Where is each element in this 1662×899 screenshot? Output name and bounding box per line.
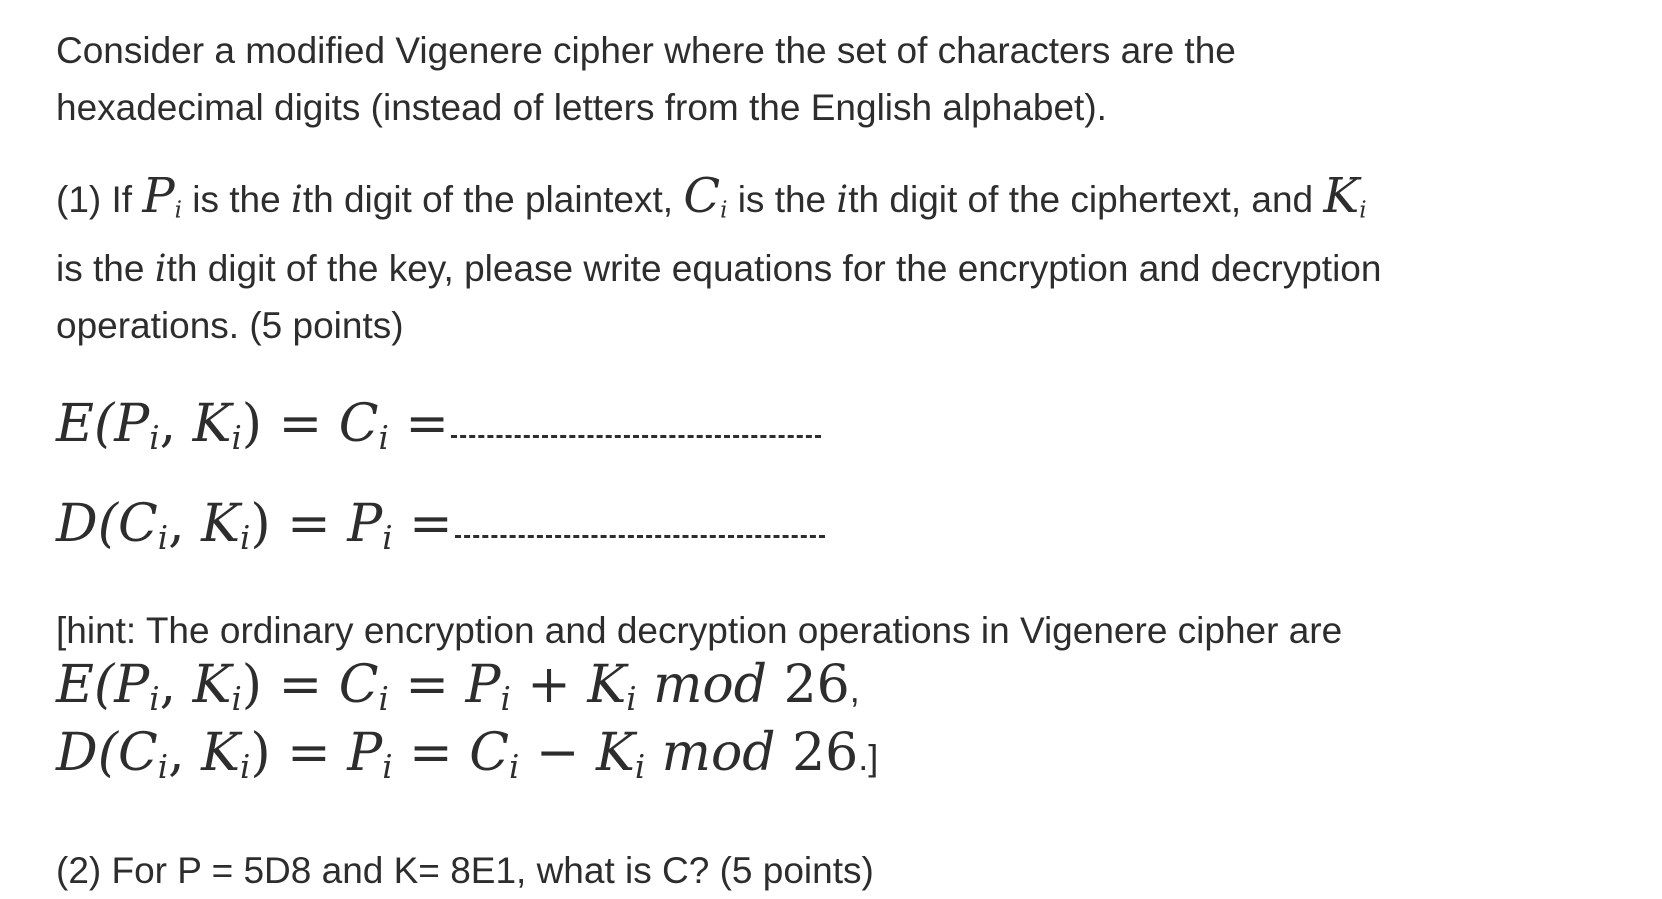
ith-i: i (836, 178, 849, 221)
hint-decryption-equation: $D(C_i$, $K_i) = P_i = C_i - K_i$ mod 26.] (56, 722, 879, 786)
encryption-equation: $E(P_i$, $K_i) = C_i$ = (56, 374, 1616, 474)
q1-text-c: is the (727, 179, 837, 220)
q1-line2-b: th digit of the key, please write equations for the encryption and decryption (166, 247, 1382, 289)
intro-paragraph (56, 22, 1616, 136)
q1-text-a: is the (181, 179, 291, 220)
decryption-equation: $D(C_i$, $K_i) = P_i$ = (56, 474, 1616, 574)
sub-i: i (720, 197, 728, 224)
question-1 (56, 168, 1616, 354)
hint-text: [hint: The ordinary encryption and decryption operations in Vigenere cipher are (56, 609, 1343, 651)
q1-text-b: th digit of the plaintext, (302, 179, 684, 220)
ith-i: i (290, 178, 303, 221)
q1-text-d: th digit of the ciphertext, and (848, 179, 1324, 220)
var-k: K (1323, 168, 1360, 224)
q1-line3: operations. (5 points) (56, 304, 404, 346)
var-p: P (142, 168, 175, 224)
sub-i: i (1359, 197, 1367, 224)
ith-i: i (154, 246, 167, 290)
q1-line2-a: is the (56, 247, 155, 289)
sub-i: i (174, 197, 182, 224)
decryption-answer-blank[interactable] (455, 535, 825, 538)
q1-prefix: (1) If (56, 179, 143, 220)
hint-block (56, 604, 1616, 794)
var-c: C (683, 168, 721, 224)
question-content (56, 22, 1616, 899)
encryption-answer-blank[interactable] (451, 435, 821, 438)
intro-line-1: Consider a modified Vigenere cipher where the set of characters are the (56, 30, 1236, 71)
question-2: (2) For P = 5D8 and K= 8E1, what is C? (5 points) (56, 849, 874, 891)
hint-encryption-equation: $E(P_i$, $K_i) = C_i = P_i + K_i$ mod 26, (56, 654, 860, 718)
intro-line-2: hexadecimal digits (instead of letters from the English alphabet). (56, 87, 1107, 128)
